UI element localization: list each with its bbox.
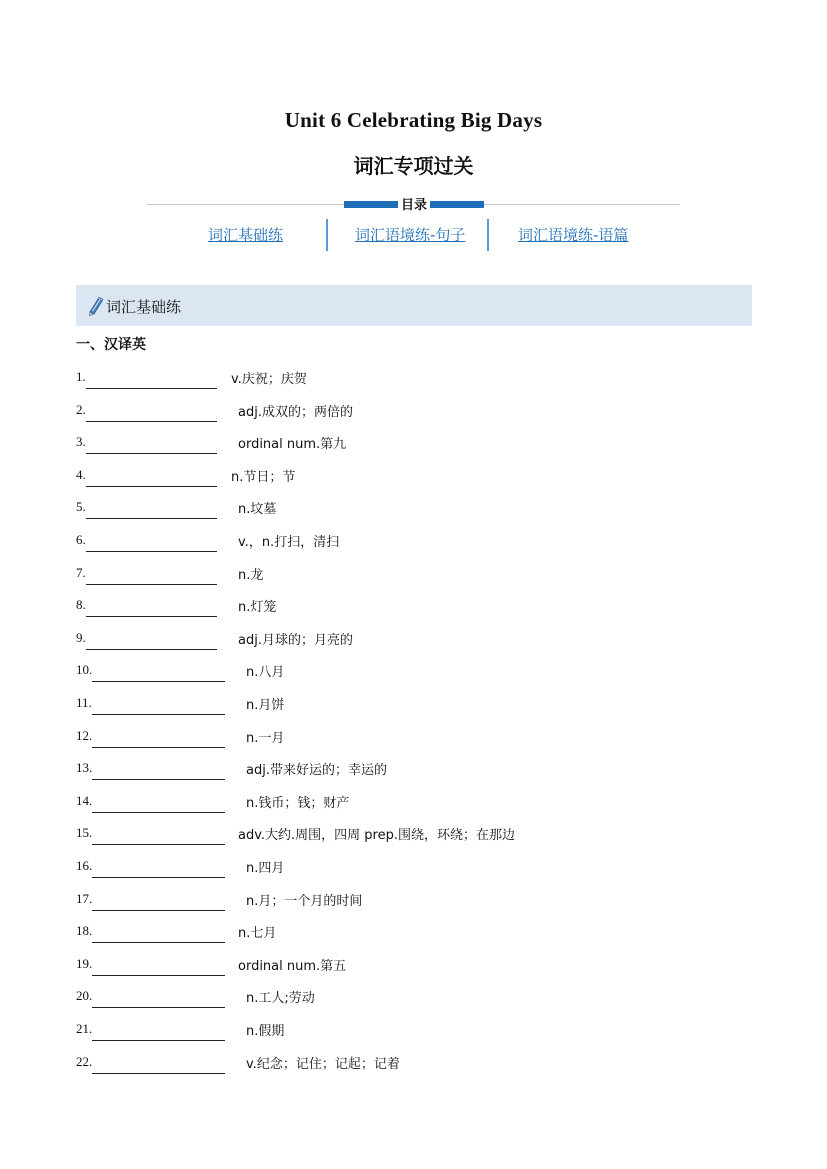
answer-blank[interactable] xyxy=(92,779,225,780)
item-number: 18. xyxy=(76,923,93,939)
item-number: 8. xyxy=(76,597,86,613)
toc-link-passage[interactable]: 词汇语境练-语篇 xyxy=(518,226,629,244)
item-number: 4. xyxy=(76,466,86,482)
toc-accent-bar-right xyxy=(428,201,484,208)
answer-blank[interactable] xyxy=(86,649,217,650)
item-definition: v.，n.打扫，清扫 xyxy=(238,535,340,550)
answer-blank[interactable] xyxy=(86,518,217,519)
answer-blank[interactable] xyxy=(86,616,217,617)
answer-blank[interactable] xyxy=(86,551,217,552)
item-definition: v.纪念；记住；记起；记着 xyxy=(246,1056,400,1072)
answer-blank[interactable] xyxy=(92,681,225,682)
item-definition: n.七月 xyxy=(238,926,277,942)
answer-blank[interactable] xyxy=(92,1073,225,1074)
item-number: 17. xyxy=(76,890,93,906)
item-definition: n.坟墓 xyxy=(238,502,277,518)
item-number: 12. xyxy=(76,727,93,743)
answer-blank[interactable] xyxy=(92,1007,225,1008)
answer-blank[interactable] xyxy=(92,975,225,976)
answer-blank[interactable] xyxy=(86,584,217,585)
item-definition: v.庆祝；庆贺 xyxy=(231,372,307,387)
item-number: 22. xyxy=(76,1053,93,1069)
item-number: 16. xyxy=(76,858,93,873)
item-number: 10. xyxy=(76,662,93,678)
part-heading: 一、汉译英 xyxy=(76,337,146,353)
item-definition: adj.月球的；月亮的 xyxy=(238,632,353,648)
item-number: 21. xyxy=(76,1021,93,1036)
toc-separator xyxy=(326,219,328,251)
item-number: 2. xyxy=(76,401,86,417)
item-definition: ordinal num.第九 xyxy=(238,437,347,453)
document-title: Unit 6 Celebrating Big Days xyxy=(284,108,543,132)
item-number: 5. xyxy=(76,499,86,515)
item-number: 11. xyxy=(76,695,92,710)
item-number: 7. xyxy=(76,564,86,580)
item-definition: ordinal num.第五 xyxy=(238,958,347,974)
answer-blank[interactable] xyxy=(86,388,217,389)
item-number: 19. xyxy=(76,955,93,971)
item-definition: adj.成双的；两倍的 xyxy=(238,404,353,420)
item-definition: n.工人;劳动 xyxy=(246,991,315,1007)
answer-blank[interactable] xyxy=(86,453,217,454)
document-subtitle: 词汇专项过关 xyxy=(353,154,474,178)
toc-separator xyxy=(487,219,489,251)
item-number: 1. xyxy=(76,369,86,384)
item-number: 14. xyxy=(76,792,93,808)
answer-blank[interactable] xyxy=(92,877,225,878)
item-definition: n.假期 xyxy=(246,1024,285,1039)
answer-blank[interactable] xyxy=(86,486,217,487)
item-definition: n.月；一个月的时间 xyxy=(246,893,363,909)
item-number: 6. xyxy=(76,532,86,547)
section-title: 词汇基础练 xyxy=(106,298,182,316)
item-definition: n.龙 xyxy=(238,567,264,583)
toc-accent-bar-left xyxy=(344,201,400,208)
toc-label: 目录 xyxy=(398,194,430,213)
answer-blank[interactable] xyxy=(92,1040,225,1041)
item-number: 9. xyxy=(76,629,86,645)
item-definition: n.一月 xyxy=(246,730,285,746)
toc-link-sentence[interactable]: 词汇语境练-句子 xyxy=(355,226,466,244)
answer-blank[interactable] xyxy=(92,942,225,943)
pencil-icon xyxy=(86,296,104,316)
answer-blank[interactable] xyxy=(92,910,225,911)
item-definition: n.节日；节 xyxy=(231,469,296,485)
item-number: 13. xyxy=(76,760,93,776)
item-definition: n.灯笼 xyxy=(238,600,277,616)
item-definition: n.八月 xyxy=(246,665,285,681)
item-definition: adv.大约.周围，四周 prep.围绕，环绕；在那边 xyxy=(238,828,515,844)
toc-link-basic[interactable]: 词汇基础练 xyxy=(208,226,284,244)
item-definition: n.月饼 xyxy=(246,698,285,713)
answer-blank[interactable] xyxy=(92,844,225,845)
answer-blank[interactable] xyxy=(86,421,217,422)
answer-blank[interactable] xyxy=(92,747,225,748)
answer-blank[interactable] xyxy=(92,714,225,715)
item-number: 20. xyxy=(76,988,93,1004)
item-definition: n.钱币；钱；财产 xyxy=(246,795,350,811)
answer-blank[interactable] xyxy=(92,812,225,813)
item-definition: n.四月 xyxy=(246,861,285,876)
item-number: 15. xyxy=(76,825,93,841)
item-definition: adj.带来好运的；幸运的 xyxy=(246,763,387,779)
item-number: 3. xyxy=(76,434,86,450)
